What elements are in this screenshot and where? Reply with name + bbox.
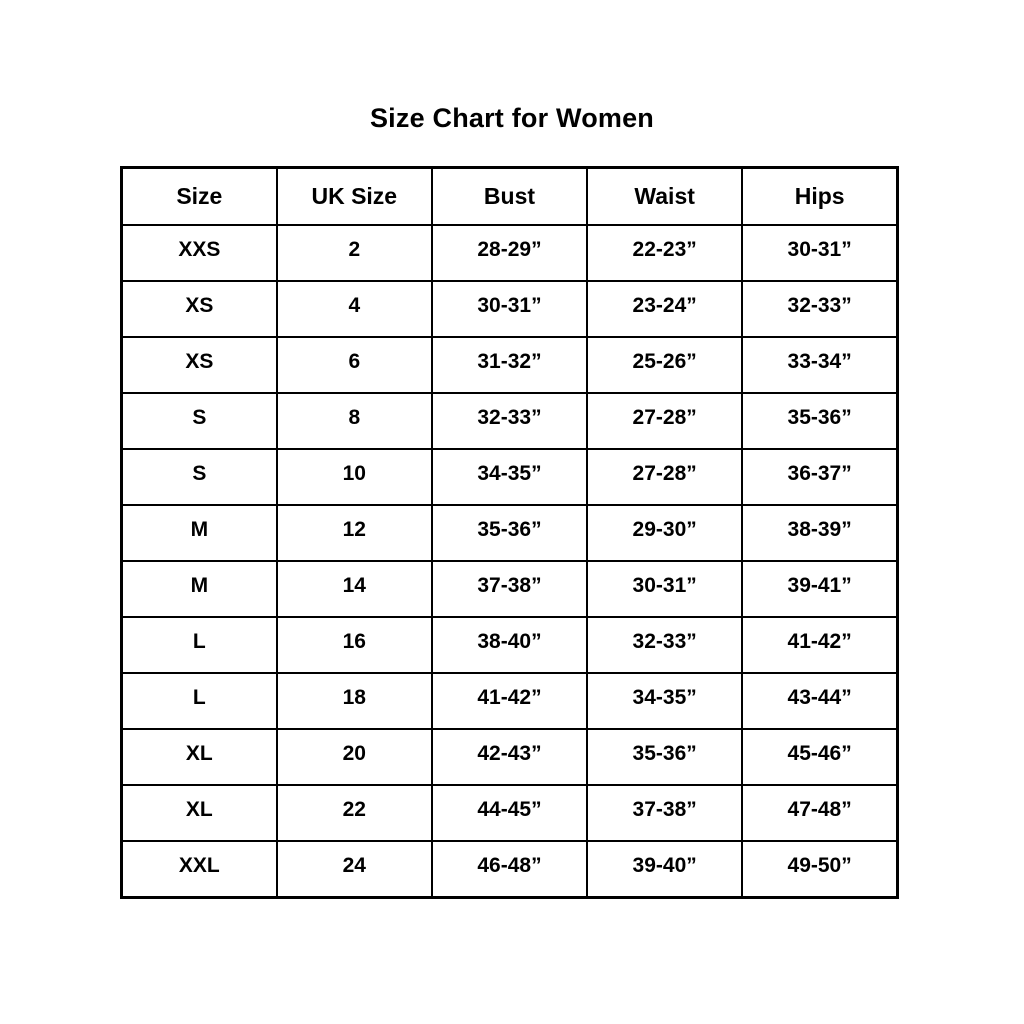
- cell-uk-size: 24: [277, 841, 432, 897]
- table-row: [122, 673, 898, 729]
- column-header-uk-size: UK Size: [277, 168, 432, 226]
- cell-uk-size: 22: [277, 785, 432, 841]
- cell-size: L: [122, 673, 277, 729]
- table-row: [122, 617, 898, 673]
- cell-bust: 34-35”: [432, 449, 587, 505]
- column-header-bust: Bust: [432, 168, 587, 226]
- size-chart-table: [120, 166, 899, 899]
- cell-hips: 43-44”: [742, 673, 897, 729]
- cell-bust: 28-29”: [432, 225, 587, 281]
- cell-uk-size: 12: [277, 505, 432, 561]
- cell-bust: 46-48”: [432, 841, 587, 897]
- cell-uk-size: 4: [277, 281, 432, 337]
- table-row: [122, 841, 898, 897]
- table-row: [122, 785, 898, 841]
- cell-size: XXS: [122, 225, 277, 281]
- cell-uk-size: 20: [277, 729, 432, 785]
- column-header-waist: Waist: [587, 168, 742, 226]
- table-row: [122, 225, 898, 281]
- cell-uk-size: 10: [277, 449, 432, 505]
- cell-waist: 22-23”: [587, 225, 742, 281]
- cell-waist: 23-24”: [587, 281, 742, 337]
- table-row: [122, 281, 898, 337]
- column-header-size: Size: [122, 168, 277, 226]
- page-title: Size Chart for Women: [369, 103, 655, 133]
- cell-hips: 49-50”: [742, 841, 897, 897]
- cell-hips: 36-37”: [742, 449, 897, 505]
- cell-hips: 32-33”: [742, 281, 897, 337]
- cell-bust: 38-40”: [432, 617, 587, 673]
- cell-size: XXL: [122, 841, 277, 897]
- cell-size: M: [122, 505, 277, 561]
- cell-size: L: [122, 617, 277, 673]
- cell-bust: 35-36”: [432, 505, 587, 561]
- cell-waist: 29-30”: [587, 505, 742, 561]
- cell-size: S: [122, 449, 277, 505]
- cell-waist: 30-31”: [587, 561, 742, 617]
- cell-waist: 35-36”: [587, 729, 742, 785]
- cell-waist: 27-28”: [587, 393, 742, 449]
- cell-uk-size: 18: [277, 673, 432, 729]
- cell-waist: 25-26”: [587, 337, 742, 393]
- table-row: [122, 505, 898, 561]
- column-header-hips: Hips: [742, 168, 897, 226]
- table-row: [122, 337, 898, 393]
- cell-hips: 45-46”: [742, 729, 897, 785]
- cell-size: S: [122, 393, 277, 449]
- cell-size: XL: [122, 729, 277, 785]
- cell-bust: 42-43”: [432, 729, 587, 785]
- cell-hips: 30-31”: [742, 225, 897, 281]
- cell-waist: 32-33”: [587, 617, 742, 673]
- cell-uk-size: 6: [277, 337, 432, 393]
- cell-bust: 30-31”: [432, 281, 587, 337]
- table-row: [122, 729, 898, 785]
- cell-bust: 41-42”: [432, 673, 587, 729]
- cell-uk-size: 8: [277, 393, 432, 449]
- cell-uk-size: 14: [277, 561, 432, 617]
- cell-waist: 27-28”: [587, 449, 742, 505]
- table-body: [122, 225, 898, 897]
- cell-size: XL: [122, 785, 277, 841]
- cell-waist: 39-40”: [587, 841, 742, 897]
- cell-hips: 47-48”: [742, 785, 897, 841]
- cell-size: M: [122, 561, 277, 617]
- cell-bust: 37-38”: [432, 561, 587, 617]
- cell-hips: 33-34”: [742, 337, 897, 393]
- table-row: [122, 393, 898, 449]
- table-row: [122, 449, 898, 505]
- cell-size: XS: [122, 281, 277, 337]
- cell-waist: 37-38”: [587, 785, 742, 841]
- cell-hips: 41-42”: [742, 617, 897, 673]
- table-header: [122, 168, 898, 226]
- cell-hips: 39-41”: [742, 561, 897, 617]
- cell-uk-size: 16: [277, 617, 432, 673]
- header-row: [122, 168, 898, 226]
- cell-waist: 34-35”: [587, 673, 742, 729]
- cell-uk-size: 2: [277, 225, 432, 281]
- cell-hips: 38-39”: [742, 505, 897, 561]
- cell-size: XS: [122, 337, 277, 393]
- cell-bust: 44-45”: [432, 785, 587, 841]
- cell-bust: 32-33”: [432, 393, 587, 449]
- cell-hips: 35-36”: [742, 393, 897, 449]
- table-row: [122, 561, 898, 617]
- cell-bust: 31-32”: [432, 337, 587, 393]
